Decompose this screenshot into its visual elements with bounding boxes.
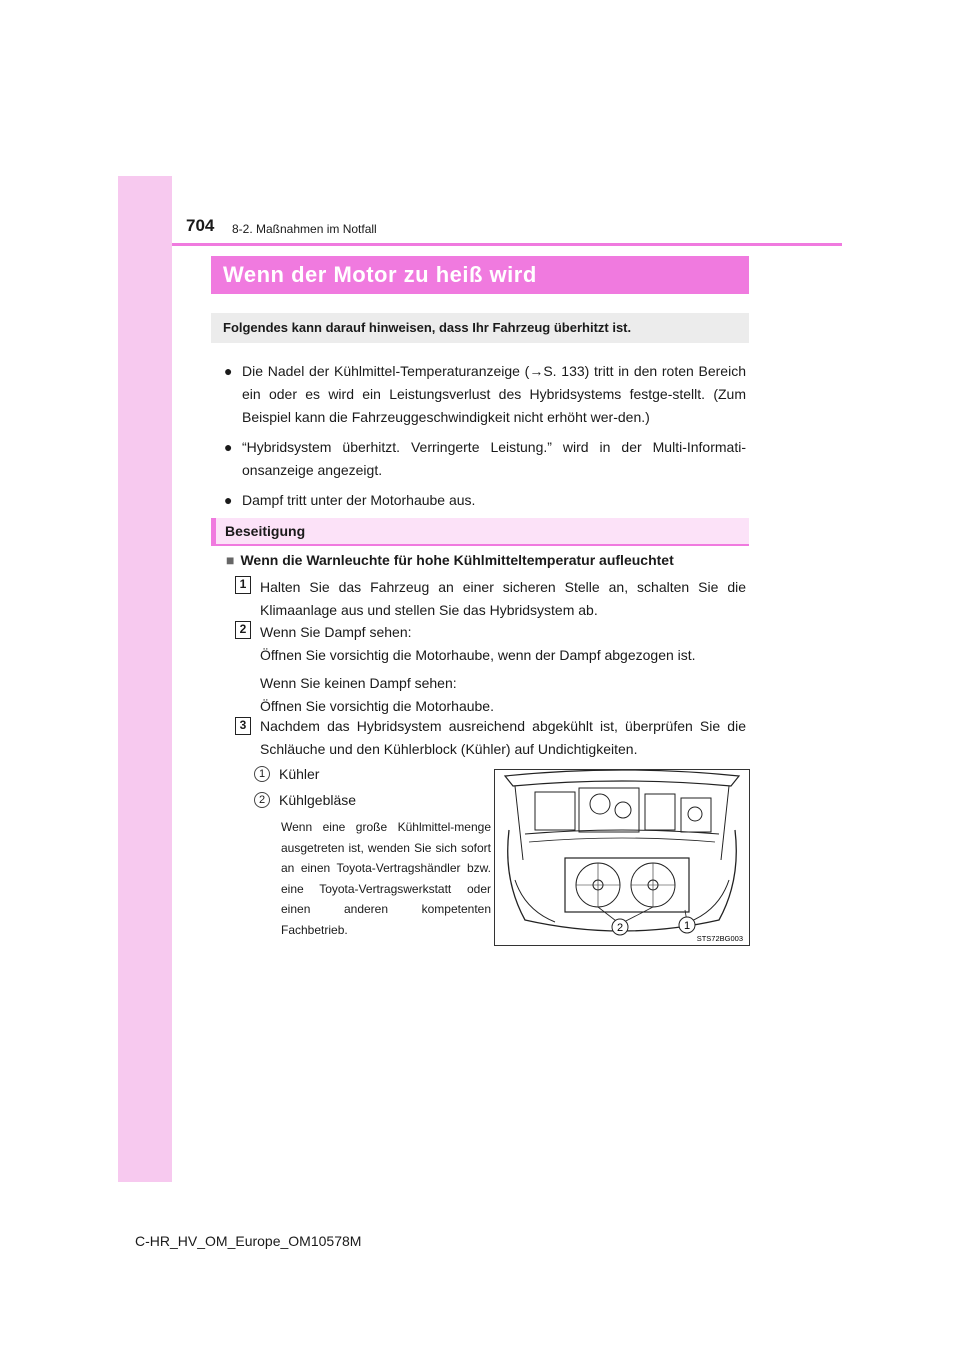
step-text-1: Halten Sie das Fahrzeug an einer sicheren Stelle an, schalten Sie die Klimaanlage aus und stellen Sie das Hybridsystem ab. <box>260 579 746 618</box>
square-bullet-icon: ■ <box>226 552 235 568</box>
step-number-1: 1 <box>235 576 251 594</box>
step-text-2d: Öffnen Sie vorsichtig die Motorhaube. <box>260 698 494 714</box>
bullet-icon: ● <box>224 492 233 508</box>
list-item: ● Die Nadel der Kühlmittel-Temperaturanzeige (→S. 133) tritt in den roten Bereich ein oder es wird ein Leistungsverlust des Hybridsystems festge-stellt. (Zum Beispiel kann die Fahrzeuggeschwindigkeit nicht erhöht wer-den.) <box>224 360 746 429</box>
page-number: 704 <box>186 216 215 235</box>
legend-number-1: 1 <box>254 766 270 782</box>
list-item: ● Dampf tritt unter der Motorhaube aus. <box>224 489 746 512</box>
step-number-3: 3 <box>235 717 251 735</box>
section-reference: 8-2. Maßnahmen im Notfall <box>232 222 377 236</box>
bullet-icon: ● <box>224 439 233 455</box>
legend-label-1: Kühler <box>279 766 320 782</box>
bullet-icon: ● <box>224 363 233 379</box>
warning-light-heading: ■ Wenn die Warnleuchte für hohe Kühlmitteltemperatur aufleuchtet <box>226 552 674 568</box>
legend-number-2: 2 <box>254 792 270 808</box>
symptom-list <box>224 360 746 519</box>
figure-code: STS72BG003 <box>696 934 743 943</box>
document-footer: C-HR_HV_OM_Europe_OM10578M <box>135 1233 362 1249</box>
legend-label-2: Kühlgebläse <box>279 792 357 808</box>
list-item: ● “Hybridsystem überhitzt. Verringerte Leistung.” wird in der Multi-Informati-onsanzeige angezeigt. <box>224 436 746 482</box>
step-text-2b: Öffnen Sie vorsichtig die Motorhaube, wenn der Dampf abgezogen ist. <box>260 647 696 663</box>
step-number-2: 2 <box>235 621 251 639</box>
side-tab-band <box>118 176 172 1182</box>
step-text-3: Nachdem das Hybridsystem ausreichend abgekühlt ist, überprüfen Sie die Schläuche und den Kühlerblock (Kühler) auf Undichtigkeiten. <box>260 718 746 757</box>
callout-number-1: 1 <box>683 920 691 932</box>
subsection-heading: Beseitigung <box>211 518 749 544</box>
step-text-2a: Wenn Sie Dampf sehen: <box>260 624 412 640</box>
engine-compartment-illustration <box>494 769 750 946</box>
coolant-leak-note: Wenn eine große Kühlmittel-menge ausgetreten ist, wenden Sie sich sofort an einen Toyota-Vertragshändler bzw. eine Toyota-Vertragswerkstatt oder einen anderen kompetenten Fachbetrieb. <box>281 820 491 937</box>
step-text-2c: Wenn Sie keinen Dampf sehen: <box>260 675 457 691</box>
callout-number-2: 2 <box>616 922 624 934</box>
intro-box: Folgendes kann darauf hinweisen, dass Ihr Fahrzeug überhitzt ist. <box>211 313 749 343</box>
page-title: Wenn der Motor zu heiß wird <box>211 256 749 294</box>
header-rule <box>172 243 842 246</box>
